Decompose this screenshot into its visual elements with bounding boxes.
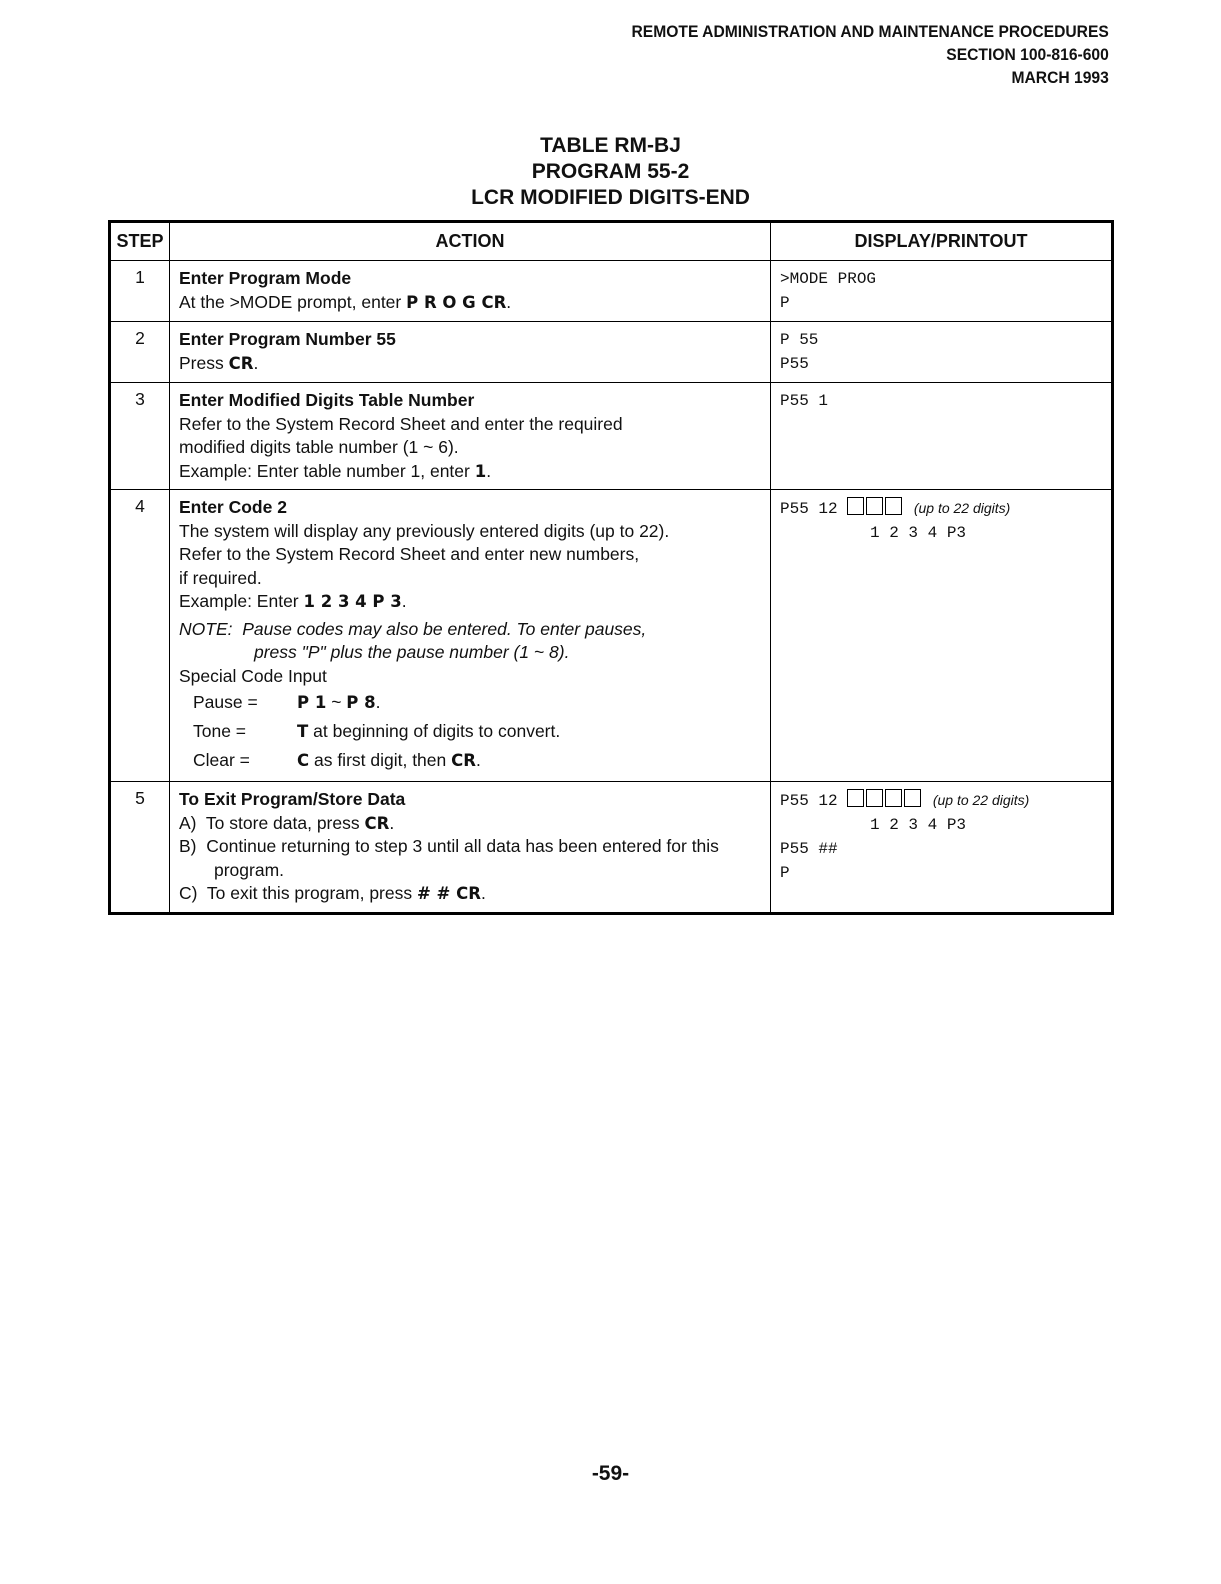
key-sequence: CR xyxy=(228,353,254,373)
display-line: 1 2 3 4 P3 xyxy=(870,524,967,542)
digit-box xyxy=(885,497,902,515)
display-cell xyxy=(771,261,1113,322)
key-sequence: 1 2 3 4 P 3 xyxy=(303,592,402,611)
display-line: P 55 xyxy=(780,331,819,349)
display-line: P xyxy=(780,864,790,882)
display-cell xyxy=(771,322,1113,383)
action-cell xyxy=(170,322,771,383)
header-line-1: REMOTE ADMINISTRATION AND MAINTENANCE PROCEDURES xyxy=(631,22,1109,41)
step-text: if required. xyxy=(179,567,262,588)
display-cell xyxy=(771,383,1113,490)
display-line: P55 1 xyxy=(780,392,829,410)
table-row xyxy=(110,383,1113,490)
column-header-action: ACTION xyxy=(170,222,771,261)
table-row xyxy=(110,322,1113,383)
step-text: Press CR. xyxy=(179,352,259,373)
special-code-label: Special Code Input xyxy=(179,665,327,686)
digit-box xyxy=(866,497,883,515)
step-text: modified digits table number (1 ~ 6). xyxy=(179,437,459,457)
substep-c: C) To exit this program, press # # CR. xyxy=(179,883,486,903)
step-example: Example: Enter table number 1, enter 1. xyxy=(179,460,492,481)
digit-box xyxy=(847,789,864,807)
page-number: -59- xyxy=(591,1462,630,1485)
display-line: >MODE PROG xyxy=(780,270,877,288)
table-row xyxy=(110,490,1113,782)
step-heading: Enter Program Number 55 xyxy=(179,329,396,349)
column-header-step: STEP xyxy=(110,222,170,261)
step-example: Example: Enter 1 2 3 4 P 3. xyxy=(179,591,407,611)
display-line: 1 2 3 4 P3 xyxy=(870,816,967,834)
step-number: 5 xyxy=(110,782,170,914)
table-row xyxy=(110,782,1113,914)
step-heading: Enter Program Mode xyxy=(179,268,352,288)
column-header-display: DISPLAY/PRINTOUT xyxy=(771,222,1113,261)
step-text: At the >MODE prompt, enter P R O G CR. xyxy=(179,291,512,312)
action-cell xyxy=(170,261,771,322)
title-line-3: LCR MODIFIED DIGITS-END xyxy=(471,186,750,209)
step-number: 4 xyxy=(110,490,170,782)
table-row xyxy=(110,261,1113,322)
digit-box xyxy=(847,497,864,515)
substep-b: B) Continue returning to step 3 until all data has been entered for this program. xyxy=(179,836,719,880)
step-number: 1 xyxy=(110,261,170,322)
step-heading: Enter Modified Digits Table Number xyxy=(179,390,475,410)
table-title xyxy=(0,133,1221,211)
action-cell xyxy=(170,782,771,914)
header-line-3: MARCH 1993 xyxy=(1011,68,1109,87)
display-cell xyxy=(771,782,1113,914)
display-line: P xyxy=(780,294,790,312)
note: NOTE: Pause codes may also be entered. To enter pauses, xyxy=(179,618,647,639)
action-cell xyxy=(170,490,771,782)
display-line: P55 12 (up to 22 digits) xyxy=(780,788,1103,813)
title-line-2: PROGRAM 55-2 xyxy=(531,160,690,183)
display-cell xyxy=(771,490,1113,782)
step-text: Refer to the System Record Sheet and enter new numbers, xyxy=(179,544,640,564)
key-sequence: P R O G CR xyxy=(406,292,507,312)
digit-box xyxy=(904,789,921,807)
table-header-row xyxy=(110,222,1113,261)
display-hint: (up to 22 digits) xyxy=(932,792,1030,808)
special-code-pause: Pause = P 1 ~ P 8. xyxy=(193,692,381,712)
step-text: Refer to the System Record Sheet and enter the required xyxy=(179,413,623,434)
special-code-tone: Tone = T at beginning of digits to convert. xyxy=(193,721,561,741)
header-line-2: SECTION 100-816-600 xyxy=(946,45,1109,64)
document-header xyxy=(632,20,1109,89)
procedure-table xyxy=(108,220,1114,915)
key-sequence: 1 xyxy=(474,461,487,481)
action-cell xyxy=(170,383,771,490)
note-label: NOTE: xyxy=(179,618,233,639)
display-line: P55 xyxy=(780,355,809,373)
display-hint: (up to 22 digits) xyxy=(913,500,1011,516)
digit-box xyxy=(885,789,902,807)
step-heading: To Exit Program/Store Data xyxy=(179,789,406,809)
step-number: 3 xyxy=(110,383,170,490)
title-line-1: TABLE RM-BJ xyxy=(540,134,681,157)
note-continuation: press "P" plus the pause number (1 ~ 8). xyxy=(254,642,570,662)
step-text: The system will display any previously entered digits (up to 22). xyxy=(179,520,670,541)
step-heading: Enter Code 2 xyxy=(179,497,287,517)
substep-a: A) To store data, press CR. xyxy=(179,812,395,833)
special-code-clear: Clear = C as first digit, then CR. xyxy=(193,750,481,770)
display-line: P55 12 (up to 22 digits) xyxy=(780,496,1103,521)
step-number: 2 xyxy=(110,322,170,383)
display-line: P55 ## xyxy=(780,840,838,858)
digit-box xyxy=(866,789,883,807)
